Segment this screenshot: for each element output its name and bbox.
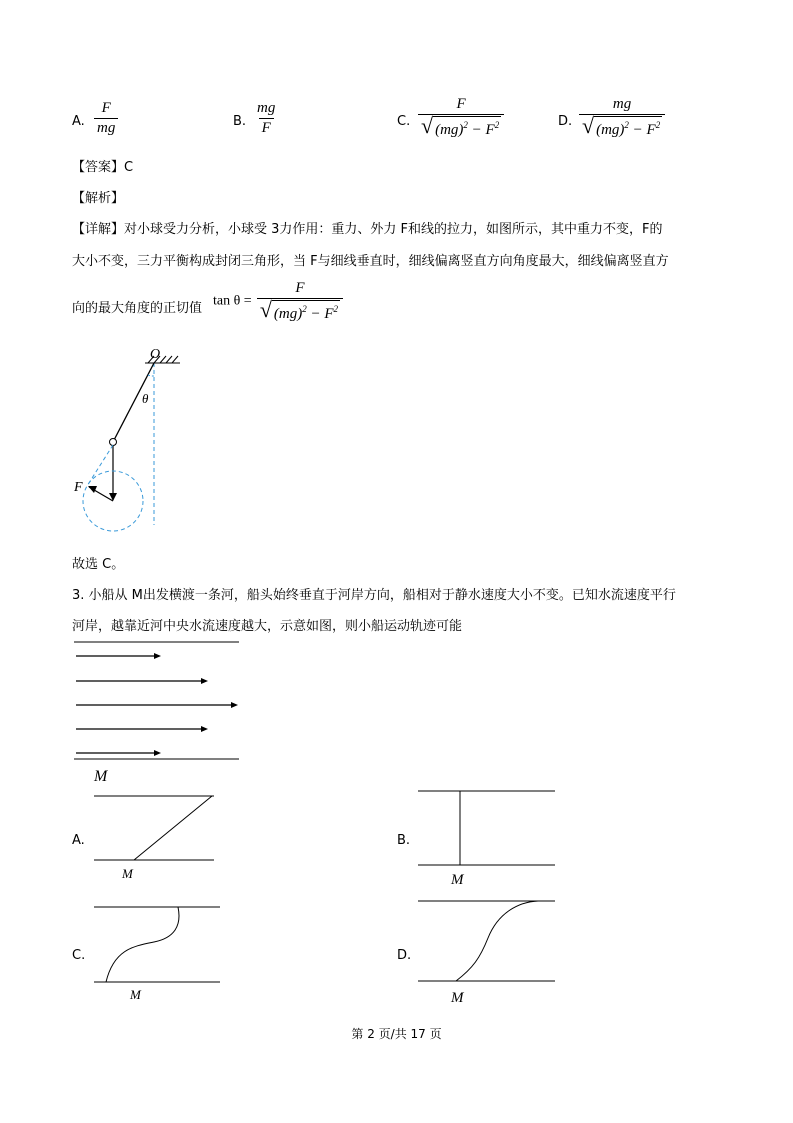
- choice-b-letter: B.: [397, 833, 411, 848]
- label-o: O: [150, 347, 161, 362]
- sqrt-symbol: √: [421, 113, 434, 138]
- option-a-denominator: mg: [94, 118, 118, 137]
- answer-line: 【答案】C: [72, 160, 134, 175]
- choice-a-letter: A.: [72, 833, 85, 848]
- trajectory-straight-slanted: [134, 796, 212, 860]
- choice-a-m: M: [122, 866, 133, 881]
- sqrt-symbol: √: [259, 297, 272, 322]
- page-footer: 第 2 页/共 17 页: [351, 1027, 442, 1041]
- option-b-letter: B.: [233, 114, 247, 129]
- choice-d-diagram: [418, 898, 558, 1010]
- question3-line-2: 河岸，越靠近河中央水流速度越大，示意如图，则小船运动轨迹可能: [72, 619, 463, 634]
- option-c-radicand: $(mg)^2 - F^2$: [433, 116, 501, 139]
- choice-d-m: M: [451, 990, 464, 1006]
- option-c-formula: [418, 96, 504, 139]
- pendulum-figure: [70, 345, 190, 535]
- force-f-arrowhead: [88, 486, 97, 493]
- choice-c-diagram: [94, 904, 224, 1004]
- option-c-letter: C.: [397, 114, 411, 129]
- question3-line-1: 3. 小船从 M出发横渡一条河，船头始终垂直于河岸方向，船相对于静水速度大小不变。已知水流速度平行: [72, 588, 676, 603]
- option-a-numerator: F: [101, 100, 111, 116]
- tangent-lhs: tan θ =: [213, 293, 252, 309]
- detail-line-2: 大小不变，三力平衡构成封闭三角形，当 F与细线垂直时，细线偏离竖直方向角度最大，细线偏离竖直方: [72, 254, 669, 269]
- option-b-denominator: F: [259, 118, 274, 137]
- detail-line-1: 【详解】对小球受力分析，小球受 3力作用：重力、外力 F和线的拉力，如图所示，其中重力不变，F的: [72, 222, 663, 237]
- option-a-formula: [94, 100, 118, 137]
- choice-a-diagram: [94, 794, 219, 884]
- trajectory-s-curve: [456, 901, 538, 981]
- river-label-m: M: [94, 768, 108, 785]
- ball: [110, 439, 117, 446]
- theta-arc: [148, 375, 154, 376]
- option-d-numerator: mg: [612, 96, 632, 112]
- option-b-formula: [254, 100, 278, 137]
- option-d-letter: D.: [558, 114, 573, 129]
- label-theta: θ: [142, 391, 149, 406]
- option-d-formula: [579, 96, 665, 139]
- choice-d-letter: D.: [397, 948, 412, 963]
- tangent-dashed-line: [87, 445, 113, 486]
- option-a-letter: A.: [72, 114, 85, 129]
- trajectory-s-curve-reversed: [106, 907, 179, 982]
- tangent-numerator: F: [295, 280, 305, 296]
- choice-c-m: M: [130, 987, 141, 1002]
- flow-arrows: [76, 656, 235, 753]
- detail-line-3: 向的最大角度的正切值: [72, 301, 203, 316]
- tangent-radicand: $(mg)^2 - F^2$: [272, 300, 340, 323]
- choice-b-diagram: [418, 788, 558, 888]
- option-d-radicand: $(mg)^2 - F^2$: [594, 116, 662, 139]
- sqrt-symbol: √: [582, 113, 595, 138]
- river-flow-diagram: [74, 638, 244, 788]
- choice-b-m: M: [451, 872, 464, 888]
- option-c-numerator: F: [456, 96, 466, 112]
- analysis-heading: 【解析】: [72, 191, 125, 206]
- conclusion-line: 故选 C。: [72, 557, 125, 572]
- label-f: F: [74, 480, 83, 495]
- tangent-formula: [213, 280, 343, 323]
- choice-c-letter: C.: [72, 948, 86, 963]
- option-b-numerator: mg: [257, 100, 276, 116]
